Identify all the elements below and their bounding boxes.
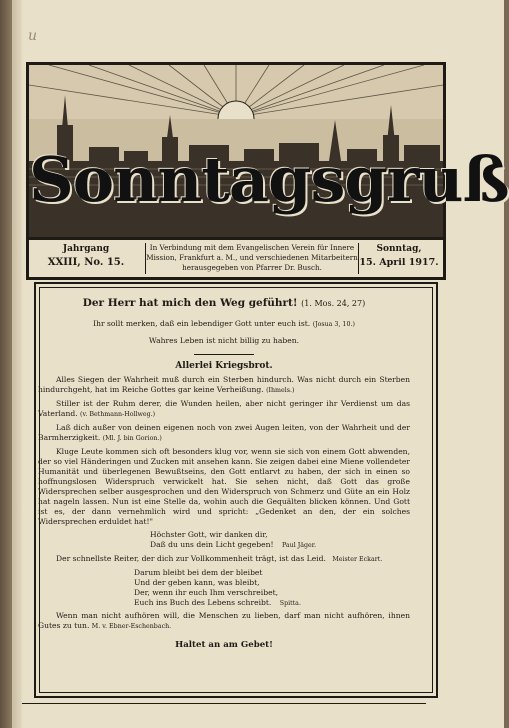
headline-reference: (1. Mos. 24, 27) xyxy=(301,299,366,308)
volume-label: Jahrgang xyxy=(62,244,110,254)
quote-paragraph xyxy=(38,554,410,565)
quote-source: Meister Eckart. xyxy=(332,556,383,563)
quote-source: (Ihmels.) xyxy=(266,387,295,394)
newspaper-title: Sonntagsgruß xyxy=(29,143,509,216)
corner-mark: u xyxy=(28,28,38,44)
verse-block xyxy=(134,568,410,609)
verse-source: Spitta. xyxy=(279,600,301,607)
quote-source: M. v. Ebner-Eschenbach. xyxy=(91,623,172,630)
scripture-text: Ihr sollt merken, daß ein lebendiger Gott unter euch ist. xyxy=(93,319,311,328)
section-title: Allerlei Kriegsbrot. xyxy=(175,361,273,371)
issue-date-value: 15. April 1917. xyxy=(359,257,439,268)
quote-text: Stiller ist der Ruhm derer, die Wunden heilen, aber nicht geringer ihr Verdienst um das Vaterland. xyxy=(38,399,410,418)
volume-number: XXIII, No. 15. xyxy=(47,257,125,268)
verse-line: Euch ins Buch des Lebens schreibt. Spitta. xyxy=(134,598,301,607)
issue-volume xyxy=(33,243,139,269)
quote-paragraph xyxy=(38,611,410,632)
issue-date xyxy=(359,243,439,269)
quote-paragraph xyxy=(38,423,410,444)
quote-text: Alles Siegen der Wahrheit muß durch ein Sterben hindurch. Was nicht durch ein Sterben hindurchgeht, hat im Reiche Gottes gar keine Verheißung. xyxy=(38,375,410,394)
publisher-note xyxy=(145,243,359,274)
verse-block xyxy=(150,530,410,551)
article-body xyxy=(38,292,410,650)
closing-line: Haltet an am Gebet! xyxy=(175,640,273,650)
quote-paragraph: Kluge Leute kommen sich oft besonders klug vor, wenn sie sich von einem Gott abwenden, der so viel Händeringen und Zucken mit ansehen kann. Sie zeigen dabei eine Miene vollendeter Humanität und überlegenen Bewußtseins, den Gott entlarvt zu haben, der sich in einen so hoffnungslosen Widerspruch verwickelt hat. Sie sehen nicht, daß Gott das große Widersprechen selber ausgesprochen und den Widerspruch von Schmerz und Güte an ein Holz hat nageln lassen. Nun ist eine Stelle da, wohin auch die Gequälten blicken können. Und Gott ist es, der dann vernehmlich wird und spricht: „Gedenket an den, der ein solches Widersprechen erduldet hat!" xyxy=(38,447,410,526)
quote-text: Wenn man nicht aufhören will, die Menschen zu lieben, darf man nicht aufhören, ihnen Gutes zu tun. xyxy=(38,611,410,630)
verse-line: Höchster Gott, wir danken dir, xyxy=(150,530,268,539)
publisher-line-1: In Verbindung mit dem Evangelischen Verein für Innere xyxy=(149,243,355,252)
masthead xyxy=(26,62,509,240)
quote-text: Laß dich außer von deinen eigenen noch von zwei Augen leiten, von der Wahrheit und der Barmherzigkeit. xyxy=(38,423,410,442)
quote-paragraph xyxy=(38,375,410,396)
verse-line: Darum bleibt bei dem der bleibet xyxy=(134,568,263,577)
scripture-source: (Josua 3, 10.) xyxy=(312,321,355,328)
headline-text: Der Herr hat mich den Weg geführt! xyxy=(82,297,298,309)
issue-day: Sonntag, xyxy=(376,244,422,254)
quote-paragraph xyxy=(38,399,410,420)
verse-line: Und der geben kann, was bleibt, xyxy=(134,578,260,587)
book-edge xyxy=(0,0,12,728)
quote-source: (v. Bethmann-Hollweg.) xyxy=(80,411,156,418)
scripture-line xyxy=(38,319,410,330)
page-gutter xyxy=(12,0,22,728)
publisher-line-2: Mission, Frankfurt a. M., und verschiedenen Mitarbeitern xyxy=(146,253,358,262)
quote-source: (Ml. J. bin Gorion.) xyxy=(102,435,162,442)
issue-info-bar xyxy=(26,240,446,280)
verse-line: Der, wenn ihr euch Ihm verschreibet, xyxy=(134,588,279,597)
divider xyxy=(194,354,254,355)
verse-source: Paul Jäger. xyxy=(281,542,317,549)
publisher-line-3: herausgegeben von Pfarrer Dr. Busch. xyxy=(182,263,322,272)
verse-line: Daß du uns dein Licht gegeben! Paul Jäger. xyxy=(150,540,317,549)
motto-line: Wahres Leben ist nicht billig zu haben. xyxy=(148,336,300,345)
bottom-rule xyxy=(22,703,426,704)
quote-text: Der schnellste Reiter, der dich zur Vollkommenheit trägt, ist das Leid. xyxy=(56,554,326,563)
article-headline xyxy=(38,298,410,309)
